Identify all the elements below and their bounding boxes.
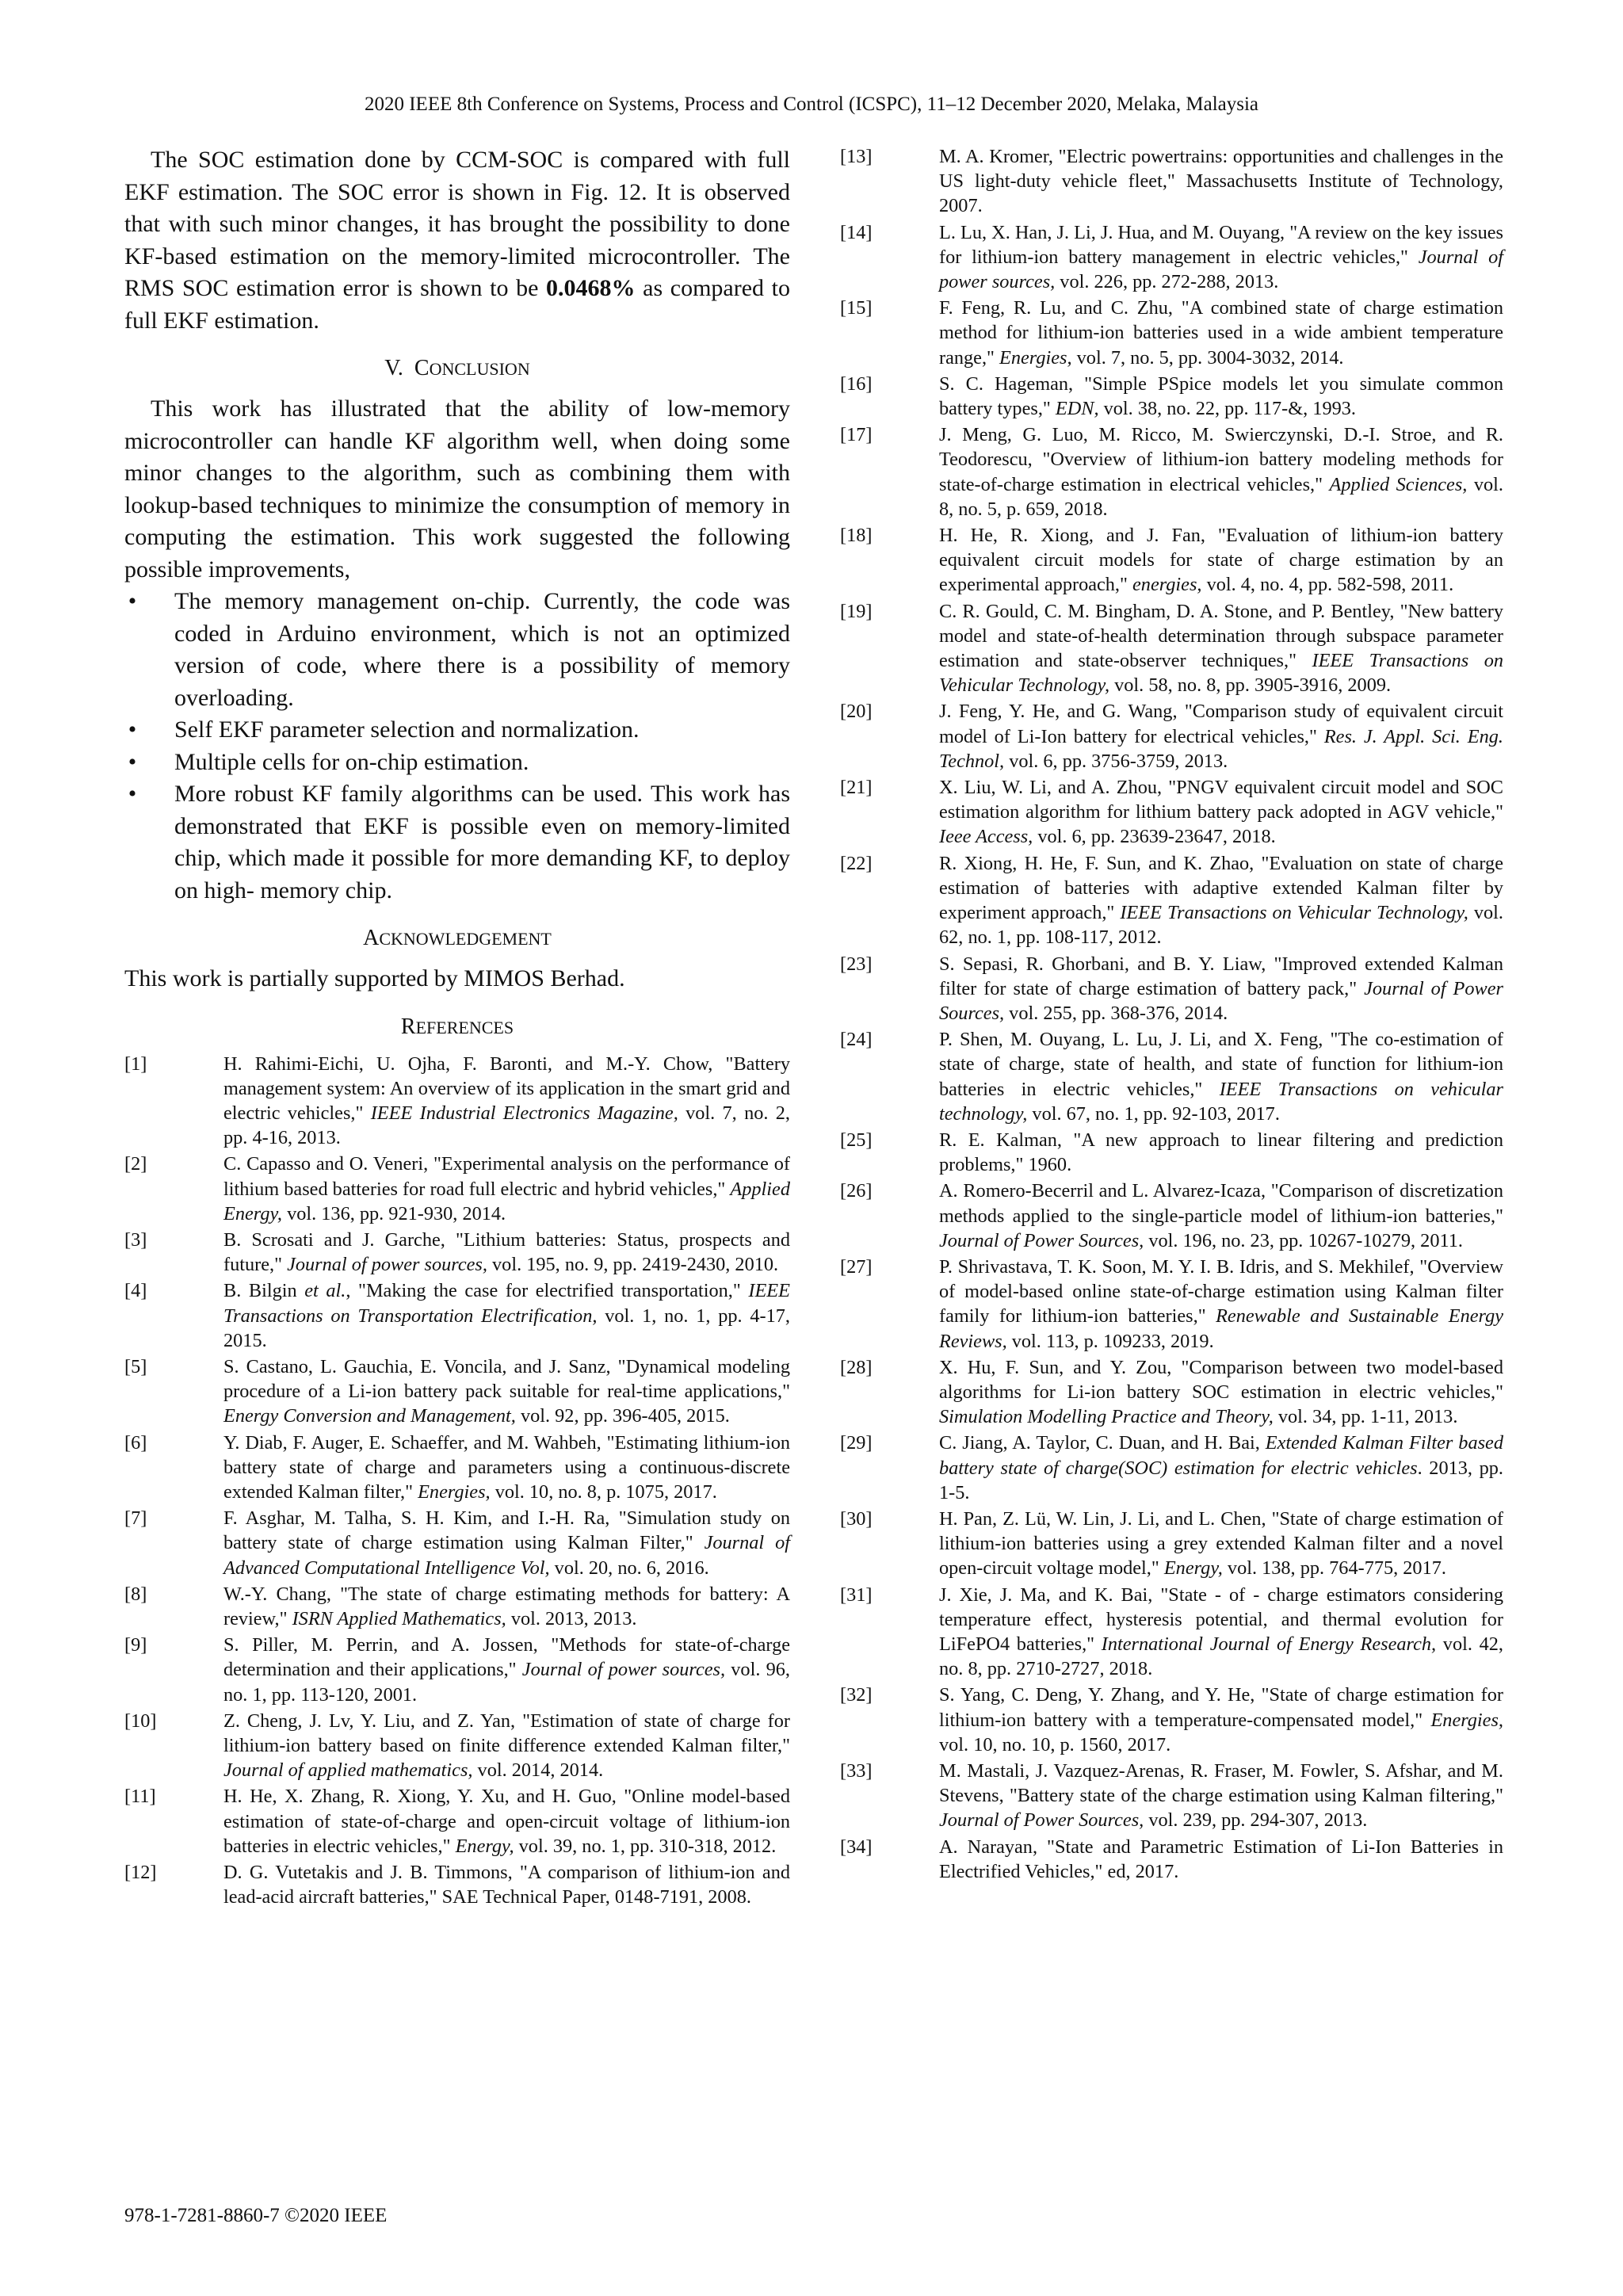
reference-number: [7] — [124, 1507, 147, 1530]
reference-text: S. Piller, M. Perrin, and A. Jossen, "Methods for state-of-charge determination and their applications," Journal of power sources, vol. 96, no. 1, pp. 113-120, 2001. — [223, 1634, 790, 1706]
reference-item — [840, 220, 1503, 295]
reference-number: [12] — [124, 1862, 157, 1883]
left-column — [124, 144, 790, 1911]
reference-item — [124, 1633, 790, 1707]
heading-initial: R — [400, 1014, 416, 1039]
list-item-text: More robust KF family algorithms can be used. This work has demonstrated that EKF is possible even on memory-limited chip, which made it possible for more demanding KF, to deploy on high- memory chip. — [174, 781, 790, 904]
reference-text: B. Scrosati and J. Garche, "Lithium batteries: Status, prospects and future," Journal of power sources, vol. 195, no. 9, pp. 2419-2430, 2010. — [223, 1228, 790, 1276]
reference-text: L. Lu, X. Han, J. Li, J. Hua, and M. Ouyang, "A review on the key issues for lithium-ion battery management in electric vehicles," Journal of power sources, vol. 226, pp. 272-288, 2013. — [939, 221, 1504, 293]
reference-item — [840, 1583, 1503, 1682]
reference-text: W.-Y. Chang, "The state of charge estimating methods for battery: A review," ISRN Applied Mathematics, vol. 2013, 2013. — [223, 1583, 790, 1629]
reference-text: S. C. Hageman, "Simple PSpice models let you simulate common battery types," EDN, vol. 38, no. 22, pp. 117-&, 1993. — [939, 372, 1503, 420]
reference-item — [840, 296, 1503, 370]
bullet-icon: • — [128, 748, 137, 775]
reference-text: J. Meng, G. Luo, M. Ricco, M. Swierczynski, D.-I. Stroe, and R. Teodorescu, "Overview of lithium-ion battery modeling methods for state-of-charge estimation in electrical vehicles," Applied Sciences, vol. 8, no. 5, p. 659, 2018. — [939, 424, 1503, 520]
heading-initial: A — [363, 926, 380, 950]
reference-number: [4] — [124, 1280, 147, 1302]
reference-item — [124, 1506, 790, 1580]
reference-item — [124, 1582, 790, 1631]
reference-text: X. Hu, F. Sun, and Y. Zou, "Comparison between two model-based algorithms for Li-ion battery SOC estimation in electric vehicles," Simulation Modelling Practice and Theory, vol. 34, pp. 1-11, 2013. — [939, 1356, 1503, 1428]
reference-item — [840, 1431, 1503, 1505]
heading-rest: ONCLUSION — [429, 359, 530, 379]
reference-text: X. Liu, W. Li, and A. Zhou, "PNGV equivalent circuit model and SOC estimation algorithm for lithium battery pack adopted in AGV vehicle," Ieee Access, vol. 6, pp. 23639-23647, 2018. — [939, 777, 1503, 848]
reference-number: [26] — [840, 1180, 873, 1202]
reference-text: F. Asghar, M. Talha, S. H. Kim, and I.-H. Ra, "Simulation study on battery state of charge estimation using Kalman Filter," Journal of Advanced Computational Intelligence Vol, vol. 20, no. 6, 2016. — [223, 1507, 790, 1579]
reference-item — [840, 1683, 1503, 1757]
reference-number: [17] — [840, 424, 873, 446]
reference-number: [29] — [840, 1432, 873, 1454]
list-item — [124, 747, 790, 779]
acknowledgement-text: This work is partially supported by MIMOS Berhad. — [124, 965, 625, 991]
reference-item — [124, 1709, 790, 1783]
reference-text: H. Rahimi-Eichi, U. Ojha, F. Baronti, and M.-Y. Chow, "Battery management system: An overview of its application in the smart grid and electric vehicles," IEEE Industrial Electronics Magazine, vol. 7, no. 2, pp. 4-16, 2013. — [223, 1052, 790, 1149]
reference-item — [840, 851, 1503, 950]
reference-item — [840, 775, 1503, 850]
reference-text: D. G. Vutetakis and J. B. Timmons, "A comparison of lithium-ion and lead-acid aircraft batteries," SAE Technical Paper, 0148-7191, 2008. — [223, 1862, 790, 1908]
right-column — [840, 144, 1503, 1885]
rms-error-value: 0.0468% — [546, 275, 636, 301]
reference-text: C. R. Gould, C. M. Bingham, D. A. Stone, and P. Bentley, "New battery model and state-of-health determination through subspace parameter estimation and state-observer techniques," IEEE Transactions on Vehicular Technology, vol. 58, no. 8, pp. 3905-3916, 2009. — [939, 600, 1503, 697]
reference-text: F. Feng, R. Lu, and C. Zhu, "A combined state of charge estimation method for lithium-ion batteries used in a wide ambient temperature range," Energies, vol. 7, no. 5, pp. 3004-3032, 2014. — [939, 297, 1503, 369]
reference-number: [13] — [840, 146, 873, 167]
improvements-list — [124, 586, 790, 907]
reference-number: [9] — [124, 1634, 147, 1656]
list-item — [124, 714, 790, 747]
reference-item — [124, 1431, 790, 1505]
section-number: V. — [384, 356, 403, 380]
reference-number: [11] — [124, 1786, 156, 1808]
paragraph-text: The SOC estimation done by CCM-SOC is compared with full EKF estimation. The SOC error is shown in Fig. 12. It is observed that with such minor changes, it has brought the possibility to done KF-based estimation on the memory-limited microcontroller. The RMS SOC estimation error is shown to be — [124, 147, 790, 301]
reference-number: [16] — [840, 372, 873, 395]
reference-item — [840, 599, 1503, 698]
list-item-text: Self EKF parameter selection and normalization. — [174, 716, 640, 743]
page-footer: 978-1-7281-8860-7 ©2020 IEEE — [124, 2205, 388, 2226]
reference-item — [840, 1759, 1503, 1833]
reference-item — [840, 1179, 1503, 1253]
reference-item — [124, 1278, 790, 1353]
reference-number: [8] — [124, 1583, 147, 1605]
reference-text: S. Sepasi, R. Ghorbani, and B. Y. Liaw, "Improved extended Kalman filter for state of charge estimation of battery pack," Journal of Power Sources, vol. 255, pp. 368-376, 2014. — [939, 953, 1503, 1024]
list-item-text: Multiple cells for on-chip estimation. — [174, 748, 529, 775]
reference-item — [124, 1354, 790, 1429]
reference-item — [840, 144, 1503, 219]
reference-item — [840, 1507, 1503, 1581]
reference-item — [124, 1228, 790, 1277]
reference-number: [1] — [124, 1052, 147, 1075]
paragraph-text: as compared to full EKF estimation. — [124, 275, 790, 334]
list-item-text: The memory management on-chip. Currently, the code was coded in Arduino environment, which is not an optimized version of code, where there is a possibility of memory overloading. — [174, 588, 790, 711]
reference-text: A. Narayan, "State and Parametric Estimation of Li-Ion Batteries in Electrified Vehicles," ed, 2017. — [939, 1836, 1503, 1882]
reference-number: [5] — [124, 1355, 147, 1377]
reference-item — [124, 1052, 790, 1151]
reference-text: S. Castano, L. Gauchia, E. Voncila, and J. Sanz, "Dynamical modeling procedure of a Li-ion battery pack suitable for real-time applications," Energy Conversion and Management, vol. 92, pp. 396-405, 2015. — [223, 1355, 790, 1427]
conclusion-paragraph: This work has illustrated that the ability of low-memory microcontroller can handle KF algorithm well, when doing some minor changes to the algorithm, such as combining them with lookup-based techniques to minimize the consumption of memory in computing the estimation. This work suggested the following possible improvements, — [124, 395, 790, 583]
bullet-icon: • — [128, 781, 137, 807]
section-heading-references — [124, 1013, 790, 1042]
reference-number: [25] — [840, 1129, 873, 1151]
reference-text: Y. Diab, F. Auger, E. Schaeffer, and M. Wahbeh, "Estimating lithium-ion battery state of charge and parameters using a continuous-discrete extended Kalman filter," Energies, vol. 10, no. 8, p. 1075, 2017. — [223, 1431, 790, 1503]
reference-text: S. Yang, C. Deng, Y. Zhang, and Y. He, "State of charge estimation for lithium-ion battery with a temperature-compensated model," Energies, vol. 10, no. 10, p. 1560, 2017. — [939, 1684, 1503, 1755]
reference-text: H. He, X. Zhang, R. Xiong, Y. Xu, and H. Guo, "Online model-based estimation of state-of-charge and open-circuit voltage of lithium-ion batteries in electric vehicles," Energy, vol. 39, no. 1, pp. 310-318, 2012. — [223, 1786, 790, 1857]
reference-text: P. Shen, M. Ouyang, L. Lu, J. Li, and X. Feng, "The co-estimation of state of charge, state of health, and state of function for lithium-ion batteries in electric vehicles," IEEE Transactions on vehicular technology, vol. 67, no. 1, pp. 92-103, 2017. — [939, 1029, 1503, 1125]
reference-item — [840, 699, 1503, 774]
reference-text: M. Mastali, J. Vazquez-Arenas, R. Fraser, M. Fowler, S. Afshar, and M. Stevens, "Battery state of the charge estimation using Kalman filtering," Journal of Power Sources, vol. 239, pp. 294-307, 2013. — [939, 1760, 1503, 1832]
reference-number: [10] — [124, 1710, 157, 1732]
reference-item — [840, 1255, 1503, 1354]
bullet-icon: • — [128, 588, 137, 614]
reference-text: P. Shrivastava, T. K. Soon, M. Y. I. B. Idris, and S. Mekhilef, "Overview of model-based online state-of-charge estimation using Kalman filter family for lithium-ion batteries," Renewable and Sustainable Energy Reviews, vol. 113, p. 109233, 2019. — [939, 1255, 1503, 1352]
reference-text: C. Jiang, A. Taylor, C. Duan, and H. Bai, Extended Kalman Filter based battery state of charge(SOC) estimation for electric vehicles. 2013, pp. 1-5. — [939, 1432, 1503, 1503]
reference-number: [3] — [124, 1228, 147, 1251]
reference-text: H. Pan, Z. Lü, W. Lin, J. Li, and L. Chen, "State of charge estimation of lithium-ion batteries using a grey extended Kalman filter and a novel open-circuit voltage model," Energy, vol. 138, pp. 764-775, 2017. — [939, 1507, 1503, 1580]
list-item — [124, 586, 790, 714]
reference-item — [840, 372, 1503, 421]
reference-item — [840, 1027, 1503, 1126]
reference-text: J. Feng, Y. He, and G. Wang, "Comparison study of equivalent circuit model of Li-Ion battery for electrical vehicles," Res. J. Appl. Sci. Eng. Technol, vol. 6, pp. 3756-3759, 2013. — [939, 701, 1503, 772]
reference-number: [30] — [840, 1507, 873, 1530]
reference-number: [31] — [840, 1584, 873, 1606]
reference-item — [124, 1152, 790, 1226]
reference-number: [6] — [124, 1431, 147, 1454]
reference-number: [32] — [840, 1684, 873, 1706]
reference-number: [14] — [840, 221, 873, 243]
reference-item — [124, 1784, 790, 1859]
reference-item — [840, 1835, 1503, 1884]
reference-number: [15] — [840, 297, 873, 319]
reference-number: [21] — [840, 777, 873, 799]
bullet-icon: • — [128, 716, 137, 743]
reference-number: [18] — [840, 525, 873, 547]
reference-number: [27] — [840, 1255, 873, 1278]
reference-list-right — [840, 144, 1503, 1884]
reference-number: [33] — [840, 1760, 873, 1782]
reference-number: [23] — [840, 953, 873, 975]
heading-initial: C — [414, 356, 430, 380]
page-header: 2020 IEEE 8th Conference on Systems, Process and Control (ICSPC), 11–12 December 2020, Melaka, Malaysia — [364, 94, 1259, 115]
reference-list-left — [124, 1052, 790, 1910]
reference-number: [34] — [840, 1836, 873, 1858]
reference-number: [19] — [840, 600, 873, 622]
section-heading-acknowledgement — [124, 924, 790, 953]
reference-number: [20] — [840, 701, 873, 723]
reference-text: M. A. Kromer, "Electric powertrains: opportunities and challenges in the US light-duty vehicle fleet," Massachusetts Institute of Technology, 2007. — [939, 146, 1503, 217]
reference-number: [28] — [840, 1356, 873, 1378]
list-item — [124, 778, 790, 907]
reference-item — [840, 422, 1503, 521]
reference-item — [840, 1355, 1503, 1430]
reference-text: R. E. Kalman, "A new approach to linear filtering and prediction problems," 1960. — [939, 1129, 1503, 1176]
reference-number: [24] — [840, 1029, 873, 1051]
results-paragraph — [124, 144, 790, 337]
reference-item — [124, 1860, 790, 1909]
reference-item — [840, 952, 1503, 1026]
reference-number: [2] — [124, 1153, 147, 1175]
section-heading-conclusion — [124, 354, 790, 384]
reference-text: H. He, R. Xiong, and J. Fan, "Evaluation of lithium-ion battery equivalent circuit models for state of charge estimation by an experimental approach," energies, vol. 4, no. 4, pp. 582-598, 2011. — [939, 525, 1503, 596]
reference-text: C. Capasso and O. Veneri, "Experimental analysis on the performance of lithium based batteries for road full electric and hybrid vehicles," Applied Energy, vol. 136, pp. 921-930, 2014. — [223, 1153, 790, 1224]
reference-text: A. Romero-Becerril and L. Alvarez-Icaza, "Comparison of discretization methods applied to the single-particle model of lithium-ion batteries," Journal of Power Sources, vol. 196, no. 23, pp. 10267-10279, 2011. — [939, 1180, 1503, 1251]
reference-text: B. Bilgin et al., "Making the case for electrified transportation," IEEE Transactions on Transportation Electrification, vol. 1, no. 1, pp. 4-17, 2015. — [223, 1280, 790, 1351]
heading-rest: CKNOWLEDGEMENT — [379, 929, 552, 949]
reference-number: [22] — [840, 852, 873, 874]
reference-item — [840, 523, 1503, 598]
reference-text: R. Xiong, H. He, F. Sun, and K. Zhao, "Evaluation on state of charge estimation of batteries with adaptive extended Kalman filter by experiment approach," IEEE Transactions on Vehicular Technology, vol. 62, no. 1, pp. 108-117, 2012. — [939, 852, 1503, 949]
heading-rest: EFERENCES — [415, 1017, 514, 1037]
reference-text: Z. Cheng, J. Lv, Y. Liu, and Z. Yan, "Estimation of state of charge for lithium-ion battery based on finite difference extended Kalman filter," Journal of applied mathematics, vol. 2014, 2014. — [223, 1710, 790, 1782]
reference-item — [840, 1128, 1503, 1177]
reference-text: J. Xie, J. Ma, and K. Bai, "State - of - charge estimators considering temperature effect, hysteresis potential, and thermal evolution for LiFePO4 batteries," International Journal of Energy Research, vol. 42, no. 8, pp. 2710-2727, 2018. — [939, 1584, 1503, 1680]
